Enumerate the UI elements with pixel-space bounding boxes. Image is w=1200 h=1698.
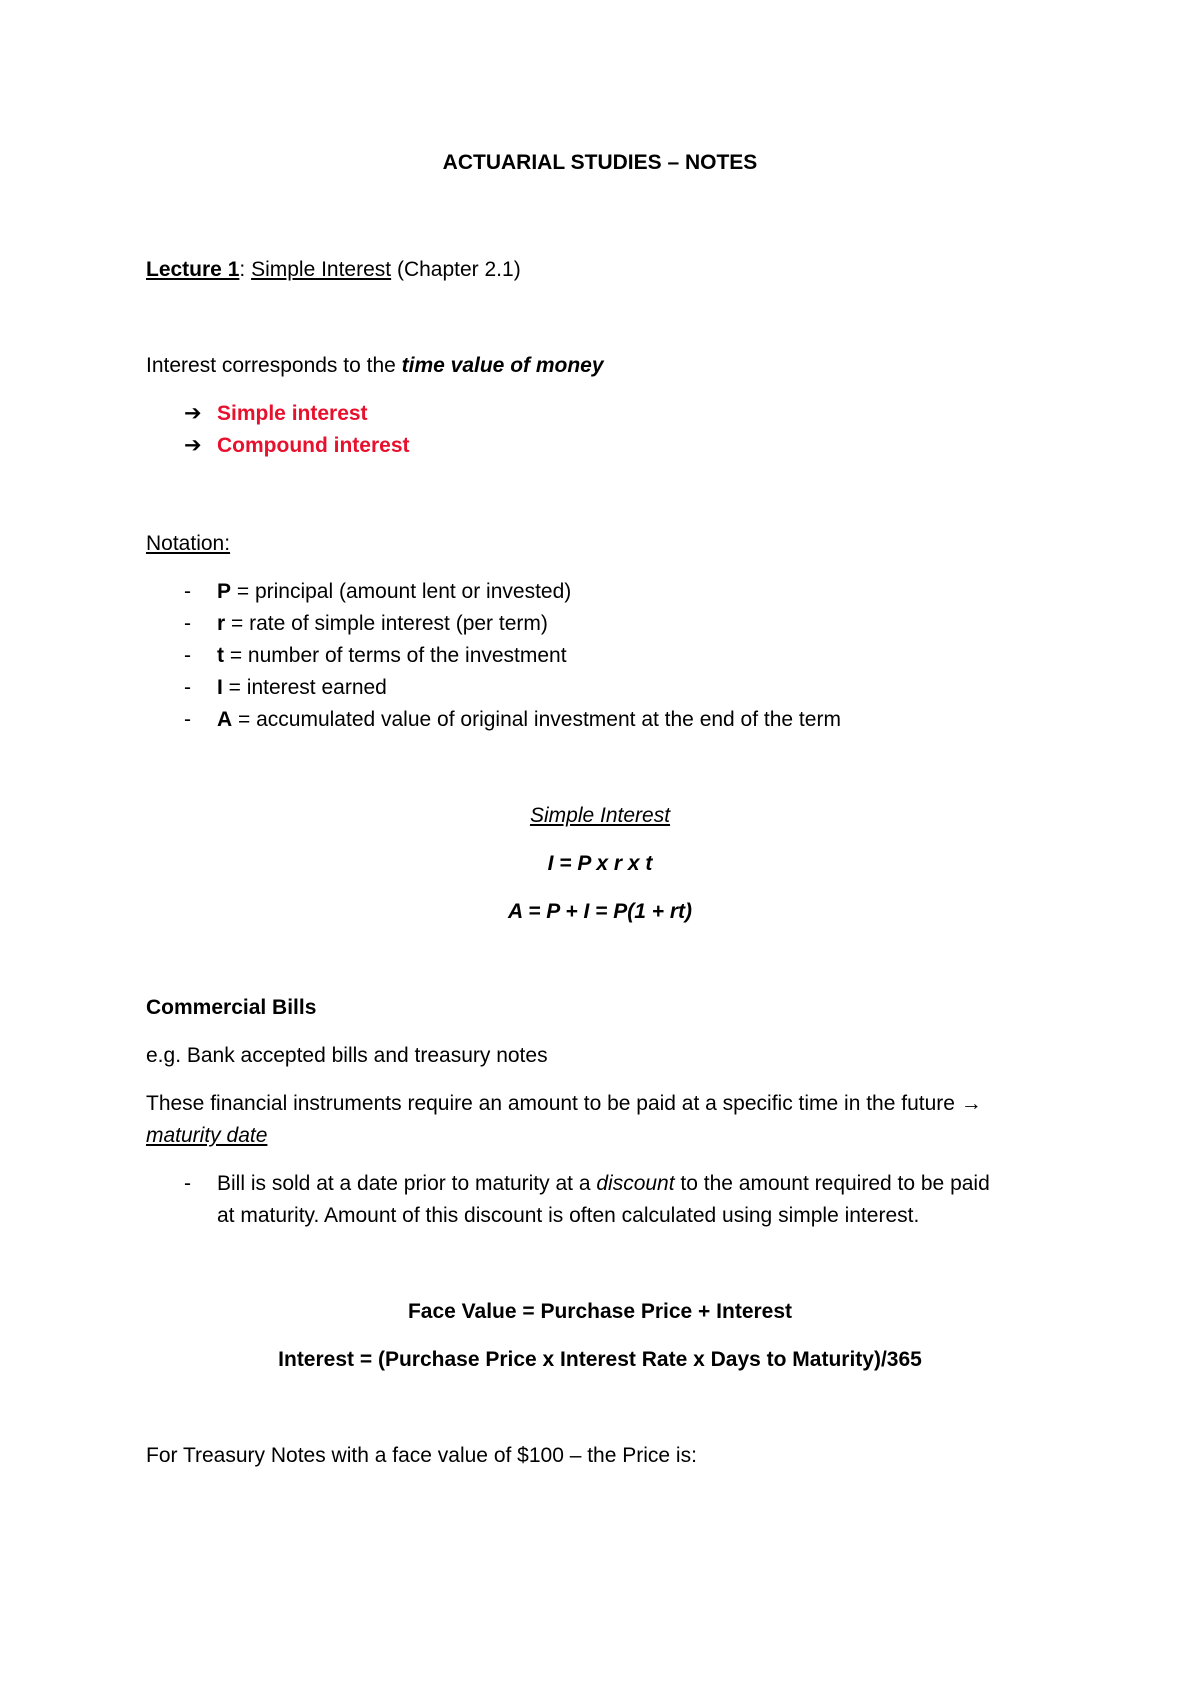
maturity-date-term: maturity date	[146, 1124, 268, 1147]
treasury-notes-text: For Treasury Notes with a face value of $100 – the Price is:	[146, 1444, 697, 1467]
dash-bullet: -	[184, 1172, 191, 1195]
lecture-topic: Simple Interest	[251, 258, 392, 281]
notation-desc: = accumulated value of original investment at the end of the term	[232, 708, 841, 731]
lecture-heading	[146, 257, 521, 283]
notation-symbol: t	[217, 644, 224, 667]
face-value-formula: Face Value = Purchase Price + Interest	[407, 1300, 793, 1323]
commercial-bills-line: These financial instruments require an amount to be paid at a specific time in the future →	[146, 1092, 982, 1115]
page-title: ACTUARIAL STUDIES – NOTES	[442, 151, 758, 174]
notation-symbol: A	[217, 708, 233, 731]
notation-item	[217, 579, 571, 605]
arrow-icon: ➔	[184, 434, 202, 457]
commercial-bills-example: e.g. Bank accepted bills and treasury notes	[146, 1044, 548, 1067]
discount-bullet-line: at maturity. Amount of this discount is often calculated using simple interest.	[217, 1204, 920, 1227]
notation-item	[217, 643, 567, 669]
interest-type-item: Compound interest	[217, 434, 410, 457]
notation-desc: = rate of simple interest (per term)	[225, 612, 548, 635]
interest-type-item: Simple interest	[217, 402, 368, 425]
intro-emphasis: time value of money	[401, 354, 604, 377]
discount-emphasis: discount	[596, 1172, 675, 1195]
discount-bullet-line	[217, 1171, 990, 1197]
arrow-icon: ➔	[184, 402, 202, 425]
notation-item	[217, 675, 387, 701]
lecture-colon: :	[239, 258, 246, 281]
commercial-bills-heading: Commercial Bills	[146, 996, 317, 1019]
dash-bullet: -	[184, 644, 191, 667]
formula-accumulated: A = P + I = P(1 + rt)	[507, 900, 693, 923]
notation-symbol: I	[217, 676, 223, 699]
formula-interest: I = P x r x t	[547, 852, 653, 875]
notation-item	[217, 611, 548, 637]
dash-bullet: -	[184, 708, 191, 731]
simple-interest-heading: Simple Interest	[529, 804, 671, 827]
intro-text: Interest corresponds to the	[146, 354, 402, 377]
notation-desc: = number of terms of the investment	[224, 644, 567, 667]
notation-symbol: r	[217, 612, 226, 635]
interest-formula: Interest = (Purchase Price x Interest Rate x Days to Maturity)/365	[278, 1348, 922, 1371]
lecture-label: Lecture 1	[146, 258, 240, 281]
dash-bullet: -	[184, 612, 191, 635]
notation-desc: = interest earned	[222, 676, 387, 699]
notation-item	[217, 707, 841, 733]
notation-symbol: P	[217, 580, 232, 603]
discount-text-suffix: to the amount required to be paid	[674, 1172, 990, 1195]
intro-paragraph	[146, 353, 604, 379]
lecture-chapter: (Chapter 2.1)	[396, 258, 521, 281]
notation-heading: Notation:	[146, 532, 231, 555]
notation-desc: = principal (amount lent or invested)	[231, 580, 572, 603]
dash-bullet: -	[184, 580, 191, 603]
dash-bullet: -	[184, 676, 191, 699]
discount-text: Bill is sold at a date prior to maturity at a	[217, 1172, 597, 1195]
